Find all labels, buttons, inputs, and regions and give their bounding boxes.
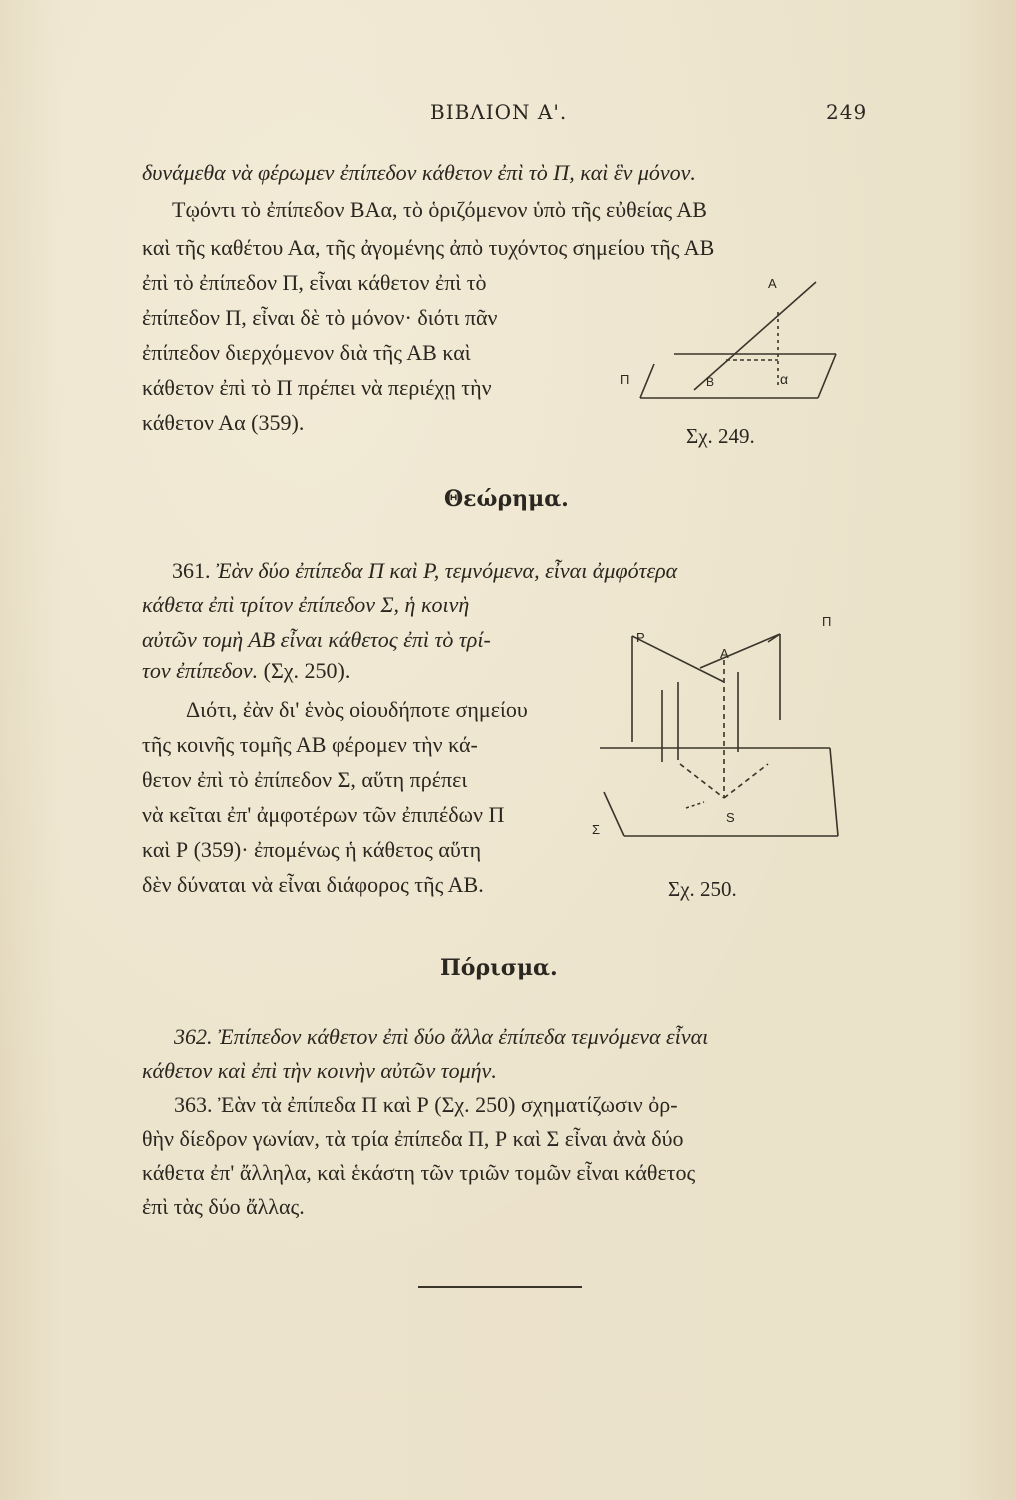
figure-250-diagram [590,612,860,852]
plane-sigma-right [830,748,838,836]
trace-pi [724,764,768,798]
label-pi: Π [620,372,630,387]
text-line: θὴν δίεδρον γωνίαν, τὰ τρία ἐπίπεδα Π, Ρ καὶ Σ εἶναι ἀνὰ δύο [142,1126,684,1151]
closing-rule [418,1286,582,1288]
plane-pi-top [700,634,780,668]
plane-left-edge [640,364,654,398]
text-line: κάθετον καὶ ἐπὶ τὴν κοινὴν αὐτῶν τομήν. [142,1058,497,1083]
line-ab [694,282,816,390]
text-line: 363. Ἐὰν τὰ ἐπίπεδα Π καὶ Ρ (Σχ. 250) σχηματίζωσιν ὀρ- [174,1092,678,1117]
running-header [0,100,1016,130]
figure-250-caption: Σχ. 250. [668,877,737,901]
label-s: S [726,810,735,825]
text-line: τῆς κοινῆς τομῆς ΑΒ φέρομεν τὴν κά- [142,732,478,757]
text-line: κάθετα ἐπὶ τρίτον ἐπίπεδον Σ, ἡ κοινὴ [142,592,470,617]
label-a: A [768,276,777,291]
plane-right-edge [818,354,836,398]
plane-sigma-left [604,792,624,836]
page-number: 249 [826,100,868,124]
label-p: P [636,630,645,645]
text-line: θετον ἐπὶ τὸ ἐπίπεδον Σ, αὕτη πρέπει [142,767,468,792]
trace-sigma [686,802,704,808]
text-line: καὶ τῆς καθέτου Αα, τῆς ἀγομένης ἀπὸ τυχόντος σημείου τῆς ΑΒ [142,235,715,260]
text-line: κάθετον ἐπὶ τὸ Π πρέπει νὰ περιέχῃ τὴν [142,375,492,400]
book-title: ΒΙΒΛΙΟΝ Α'. [430,100,568,124]
label-a: A [720,646,729,661]
text-fragment: τον ἐπίπεδον. [142,658,259,683]
text-line: 362. Ἐπίπεδον κάθετον ἐπὶ δύο ἄλλα ἐπίπεδα τεμνόμενα εἶναι [174,1024,709,1049]
text-line: κάθετα ἐπ' ἄλληλα, καὶ ἑκάστη τῶν τριῶν τομῶν εἶναι κάθετος [142,1160,696,1185]
text-line: ἐπίπεδον Π, εἶναι δὲ τὸ μόνον· διότι πᾶν [142,305,498,330]
text-line: ἐπὶ τὰς δύο ἄλλας. [142,1194,305,1219]
text-line: νὰ κεῖται ἐπ' ἀμφοτέρων τῶν ἐπιπέδων Π [142,802,505,827]
label-alpha: α [780,371,789,387]
text-line: Τῳόντι τὸ ἐπίπεδον ΒΑα, τὸ ὁριζόμενον ὑπὸ τῆς εὐθείας ΑΒ [172,197,707,222]
label-sigma: Σ [592,822,601,837]
figure-reference: (Σχ. 250). [263,658,351,683]
corollary-heading: Πόρισμα. [440,955,558,981]
text-line: ἐπίπεδον διερχόμενον διὰ τῆς ΑΒ καὶ [142,340,471,365]
text-line: δυνάμεθα νὰ φέρωμεν ἐπίπεδον κάθετον ἐπὶ τὸ Π, καὶ ἓν μόνον. [142,160,696,185]
figure-249-caption: Σχ. 249. [686,424,755,448]
text-line: δὲν δύναται νὰ εἶναι διάφορος τῆς ΑΒ. [142,872,484,897]
text-line: κάθετον Αα (359). [142,410,305,435]
text-line: Διότι, ἐὰν δι' ἑνὸς οἱουδήποτε σημείου [186,697,528,722]
label-pi: Π [822,614,832,629]
theorem-heading: Θεώρημα. [444,486,569,512]
plane-p-top [632,636,724,682]
text-line: αὐτῶν τομὴ ΑΒ εἶναι κάθετος ἐπὶ τὸ τρί- [142,627,491,652]
theorem-number: 361. [172,558,211,583]
theorem-statement: Ἐὰν δύο ἐπίπεδα Π καὶ Ρ, τεμνόμενα, εἶναι ἀμφότερα [216,558,678,583]
figure-249-diagram [600,268,860,408]
label-b: B [706,375,715,389]
text-line: ἐπὶ τὸ ἐπίπεδον Π, εἶναι κάθετον ἐπὶ τὸ [142,270,487,295]
trace-p [680,764,724,798]
text-line: καὶ Ρ (359)· ἐπομένως ἡ κάθετος αὕτη [142,837,482,862]
